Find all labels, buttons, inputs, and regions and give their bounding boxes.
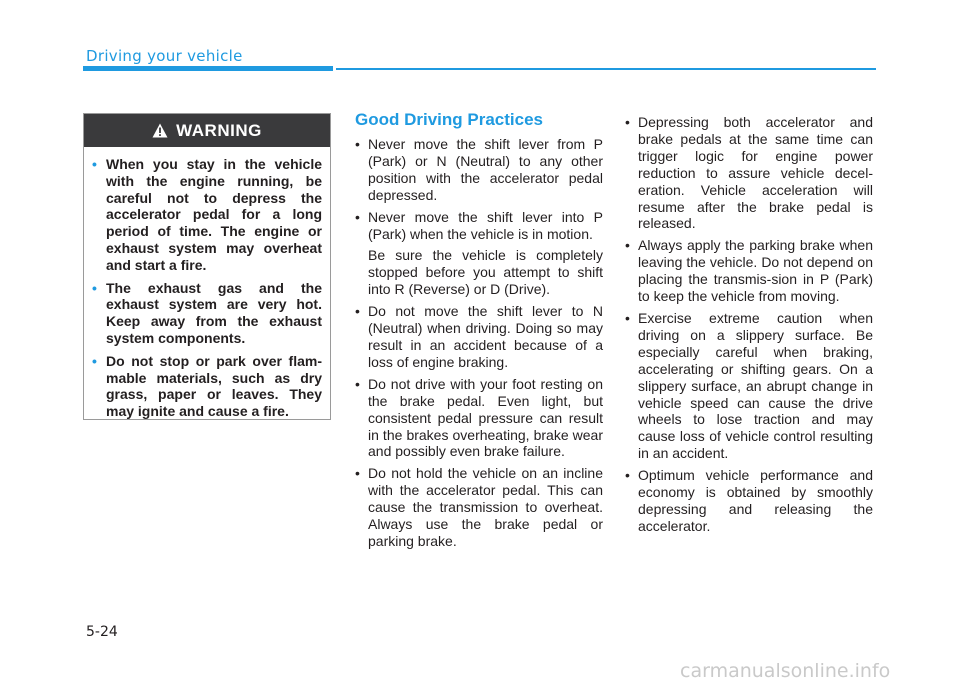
right-column: [625, 114, 873, 540]
list-item-text: Do not move the shift lever to N (Neutral) when driving. Doing so may result in an accident because of a loss of engine braking.: [368, 303, 603, 370]
list-item: [355, 376, 603, 461]
list-item: [625, 237, 873, 305]
list-item: [625, 467, 873, 535]
list-item-text: Do not drive with your foot resting on the brake pedal. Even light, but consistent pedal pressure can result in the brakes overheating, brake wear and possibly even brake failure.: [368, 375, 603, 460]
warning-list: [84, 147, 330, 420]
header-rule: [336, 68, 876, 70]
list-item-text: Optimum vehicle performance and economy is obtained by smoothly depressing and releasing the accelerator.: [638, 467, 873, 534]
bullet-icon: •: [355, 465, 360, 482]
bullet-icon: •: [625, 309, 630, 326]
list-item-text: Never move the shift lever from P (Park) or N (Neutral) to any other position with the accelerator pedal depressed.: [368, 136, 603, 203]
section-header-title: Driving your vehicle: [86, 47, 243, 65]
list-item: [625, 310, 873, 462]
list-item: [355, 209, 603, 299]
warning-item: [92, 353, 322, 420]
watermark: carmanualsonline.info: [680, 660, 891, 682]
bullet-icon: •: [92, 156, 97, 172]
list-item: [355, 136, 603, 204]
bullet-icon: •: [355, 375, 360, 392]
bullet-icon: •: [625, 237, 630, 254]
list-item-text: Depressing both accelerator and brake pedals at the same time can trigger logic for engine power reduction to assure vehicle decel-eration. Vehicle acceleration will resume after the brake pedal is released.: [638, 114, 873, 232]
list-item-note: Be sure the vehicle is completely stopped before you attempt to shift into R (Reverse) or D (Drive).: [368, 247, 603, 298]
warning-item-text: The exhaust gas and the exhaust system are very hot. Keep away from the exhaust system components.: [106, 279, 322, 346]
list-item: [355, 303, 603, 371]
list-item-text: Always apply the parking brake when leaving the vehicle. Do not depend on placing the transmis-sion in P (Park) to keep the vehicle from moving.: [638, 237, 873, 305]
warning-title: WARNING: [176, 120, 262, 140]
bullet-icon: •: [625, 114, 630, 130]
list-item: [355, 465, 603, 550]
page-number: 5-24: [86, 624, 118, 640]
bullet-icon: •: [355, 136, 360, 152]
warning-item-text: Do not stop or park over flam-mable materials, such as dry grass, paper or leaves. They may ignite and cause a fire.: [106, 352, 322, 420]
header-accent-bar: [83, 66, 333, 71]
warning-item: [92, 156, 322, 274]
middle-column: [355, 110, 603, 555]
bullet-icon: •: [355, 208, 360, 225]
bullet-icon: •: [355, 303, 360, 320]
warning-header: [84, 114, 330, 147]
warning-item-text: When you stay in the vehicle with the engine running, be careful not to depress the accelerator pedal for a long period of time. The engine or exhaust system may overheat and start a fire.: [106, 156, 322, 273]
list-item-text: Never move the shift lever into P (Park) when the vehicle is in motion.: [368, 208, 603, 242]
list-item-text: Exercise extreme caution when driving on a slippery surface. Be especially careful when braking, accelerating or shifting gears. On a slippery surface, an abrupt change in vehicle speed can cause the drive wheels to lose traction and may cause loss of vehicle control resulting in an accident.: [638, 309, 873, 462]
practices-list-continued: [625, 114, 873, 535]
bullet-icon: •: [92, 279, 97, 296]
section-title: Good Driving Practices: [355, 110, 543, 129]
bullet-icon: •: [92, 352, 97, 369]
warning-box: [83, 113, 331, 420]
bullet-icon: •: [625, 467, 630, 484]
practices-list: [355, 136, 603, 550]
list-item: [625, 114, 873, 232]
warning-item: [92, 280, 322, 347]
list-item-text: Do not hold the vehicle on an incline with the accelerator pedal. This can cause the transmission to overheat. Always use the brake pedal or parking brake.: [368, 465, 603, 549]
warning-triangle-icon: [152, 123, 168, 138]
